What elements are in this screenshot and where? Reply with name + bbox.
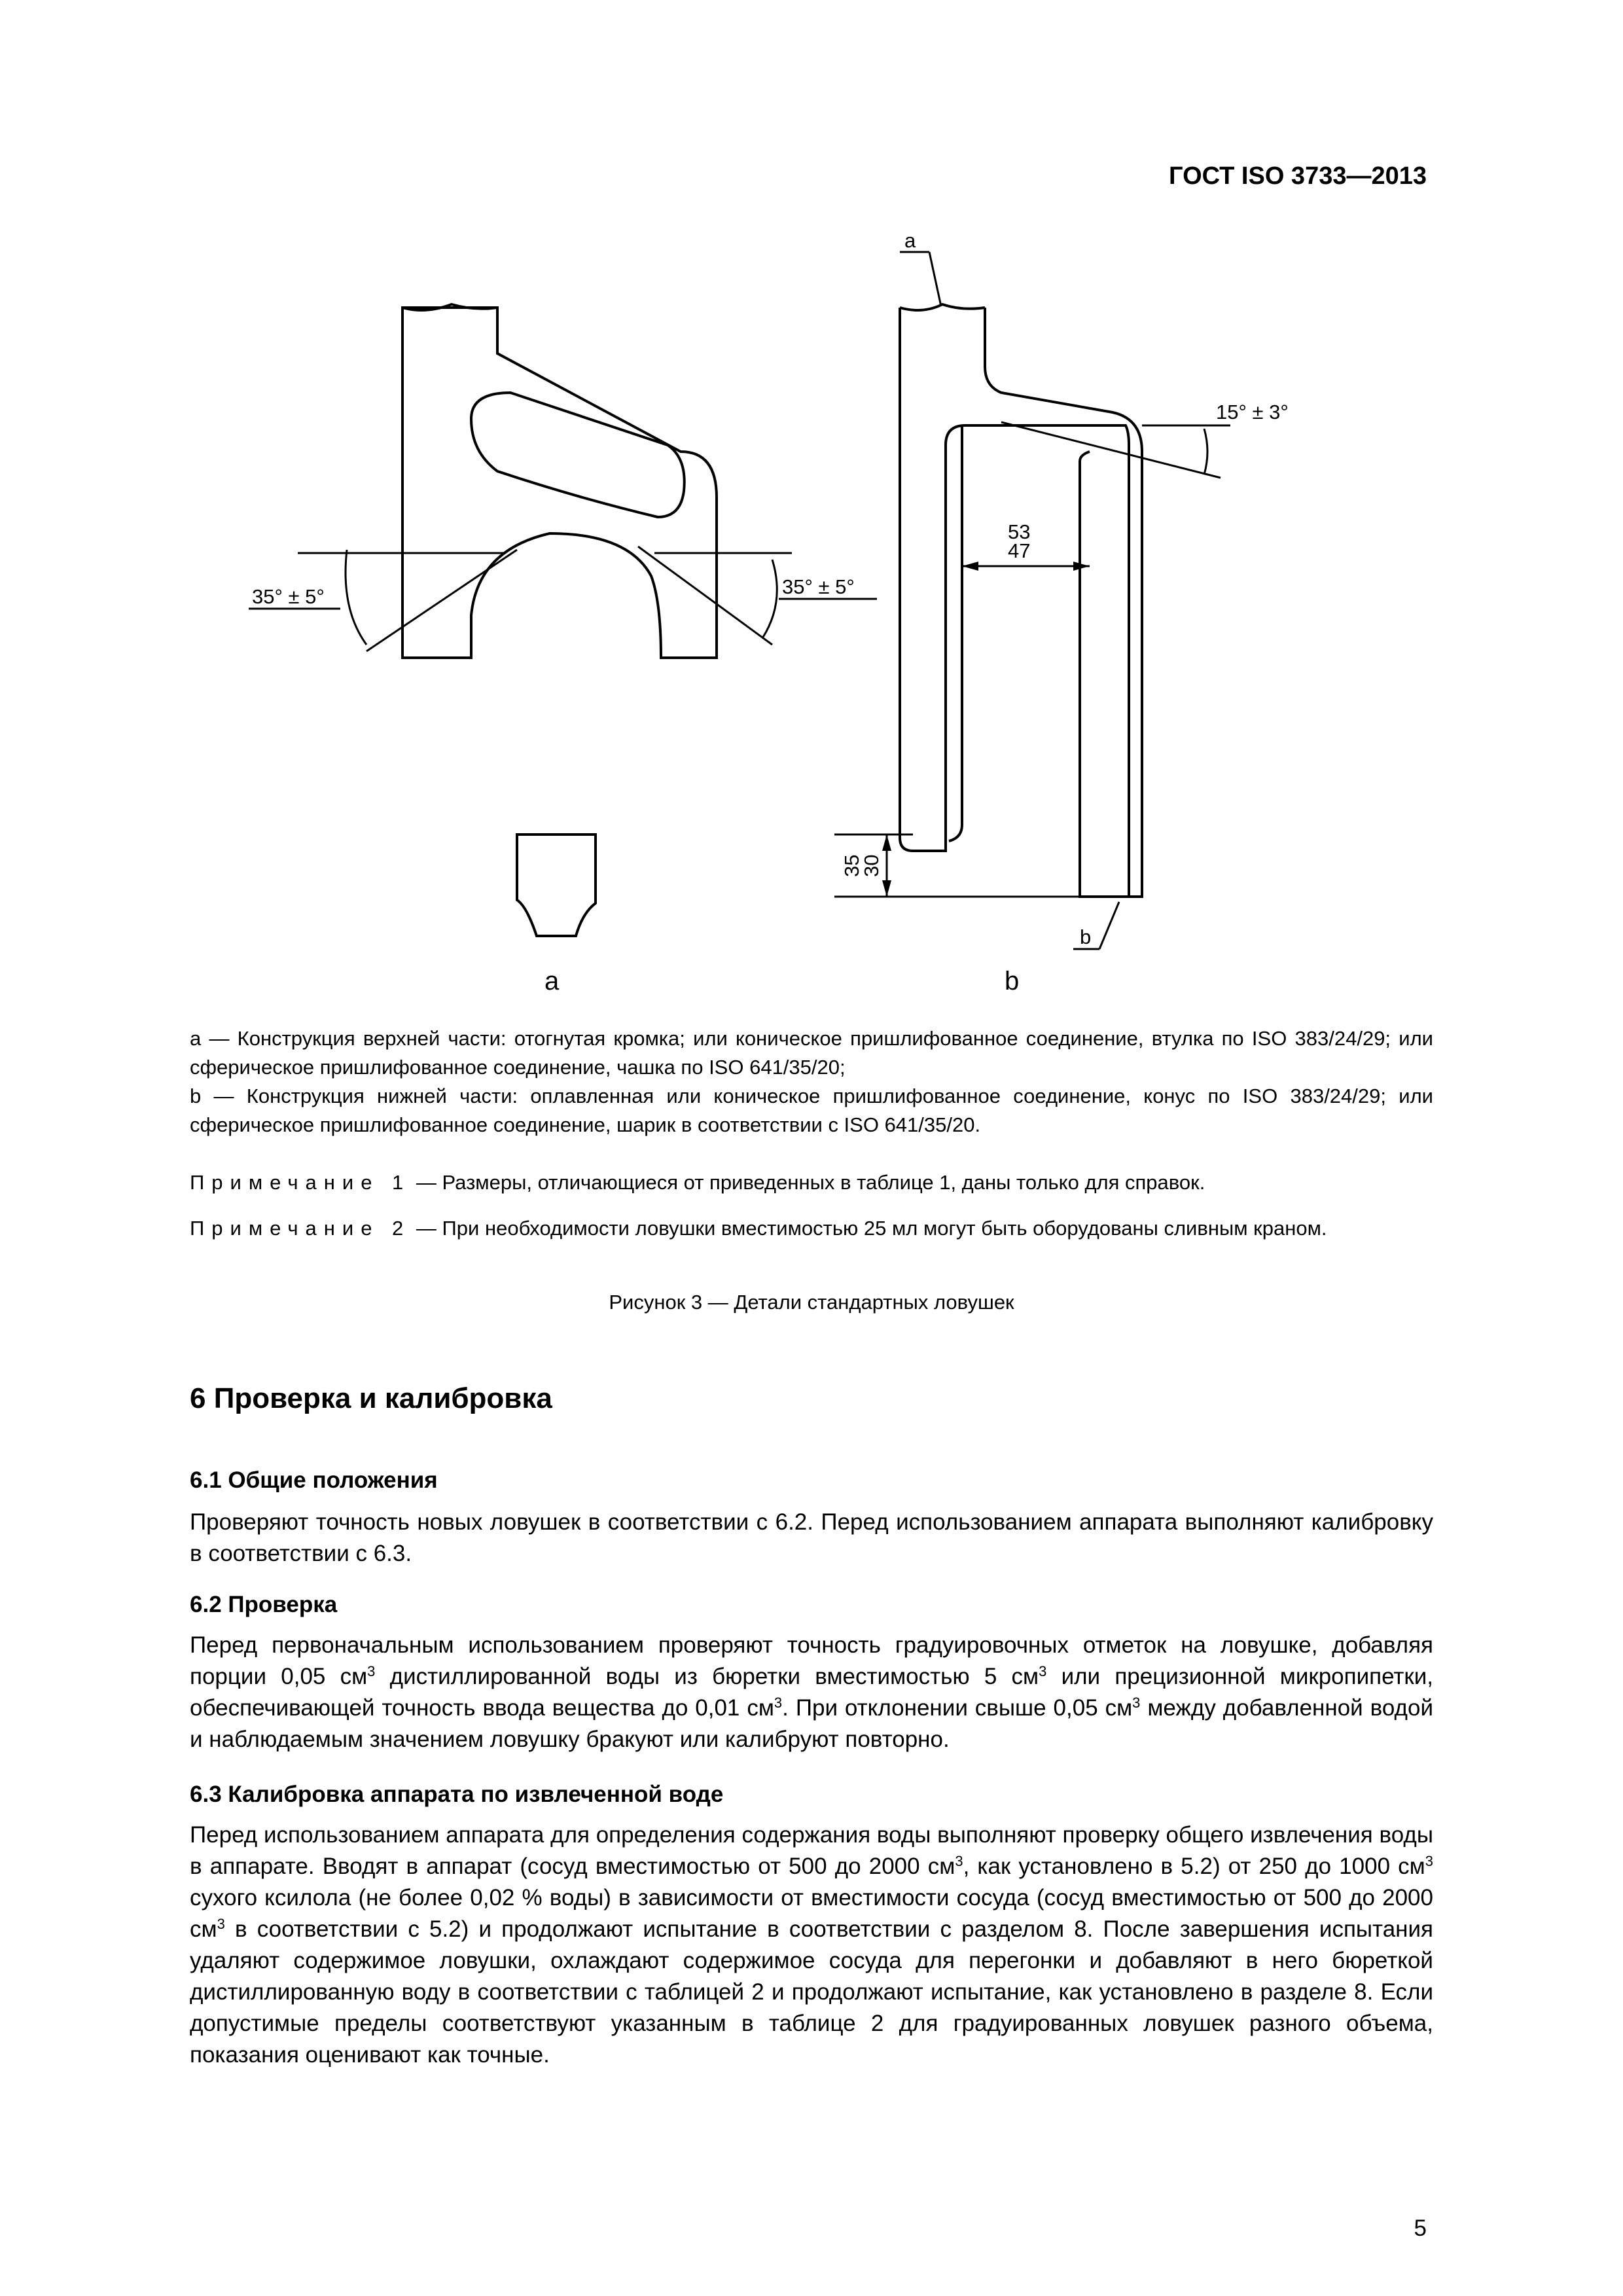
figure-3-drawing — [0, 0, 1623, 1008]
label-angle-right: 35° ± 5° — [782, 575, 855, 598]
note-1 — [190, 1168, 1433, 1197]
note-2 — [190, 1214, 1433, 1243]
figure-caption: Рисунок 3 — Детали стандартных ловушек — [609, 1291, 1014, 1314]
subsection-6-2-title: 6.2 Проверка — [190, 1592, 338, 1617]
note-1-text: — Размеры, отличающиеся от приведенных в таблице 1, даны только для справок. — [410, 1171, 1205, 1194]
sublabel-b: b — [1005, 967, 1020, 996]
subsection-6-1-text: Проверяют точность новых ловушек в соответствии с 6.2. Перед использованием аппарата выполняют калибровку в соответствии с 6.3. — [190, 1509, 1433, 1566]
note-1-label: Примечание 1 — [190, 1171, 411, 1194]
standard-number: ГОСТ ISO 3733—2013 — [1169, 162, 1427, 190]
trap-bottom-outline — [900, 308, 1142, 897]
label-dim-35: 35 — [840, 854, 863, 877]
subsection-6-1-title: 6.1 Общие положения — [190, 1467, 438, 1493]
figure-legend — [190, 1024, 1433, 1139]
trap-top-slot — [471, 393, 685, 517]
label-dim-53: 53 — [1008, 520, 1031, 543]
legend-item-b: b — Конструкция нижней части: оплавленная или коническое пришлифованное соединение, конус по ISO 383/24/29; или сферическое пришлифованное соединение, шарик в соответствии с ISO 641/35/20. — [190, 1085, 1433, 1136]
note-2-label: Примечание 2 — [190, 1217, 411, 1240]
label-angle-top: 15° ± 3° — [1216, 401, 1289, 423]
legend-item-a: a — Конструкция верхней части: отогнутая кромка; или коническое пришлифованное соединение, втулка по ISO 383/24/29; или сферическое пришлифованное соединение, чашка по ISO 641/35/20; — [190, 1027, 1433, 1079]
label-dim-30: 30 — [860, 854, 883, 877]
sublabel-a: a — [544, 967, 560, 996]
note-2-text: — При необходимости ловушки вместимостью 25 мл могут быть оборудованы сливным краном. — [410, 1217, 1327, 1240]
subsection-6-3-title: 6.3 Калибровка аппарата по извлеченной воде — [190, 1782, 724, 1807]
page-number: 5 — [1414, 2215, 1427, 2241]
label-a-leader: a — [904, 229, 916, 252]
label-dim-47: 47 — [1008, 539, 1031, 562]
label-b-leader: b — [1080, 925, 1092, 948]
label-angle-left: 35° ± 5° — [252, 585, 325, 608]
section-title: 6 Проверка и калибровка — [190, 1382, 552, 1414]
trap-top-outline — [402, 308, 717, 658]
subsection-6-3-text: Перед использованием аппарата для определения содержания воды выполняют проверку общего извлечения воды в аппарате. Вводят в аппарат (сосуд вместимостью от 500 до 2000 $см^3$, как установлено в 5.2) от 250 до 1000 $см^3$ сухого ксилола (не более 0,02 % воды) в зависимости от вместимости сосуда (сосуд вместимостью от 500 до 2000 $см^3$ в соответствии с 5.2) и продолжают испытание в соответствии с разделом 8. После завершения испытания удаляют содержимое ловушки, охлаждают содержимое сосуда для перегонки и добавляют в него бюреткой дистиллированную воду в соответствии с таблицей 2 и продолжают испытание, как установлено в разделе 8. Если допустимые пределы соответствуют указанным в таблице 2 для градуированных ловушек разного объема, показания оценивают как точные. — [190, 1822, 1433, 2068]
subsection-6-2-text: Перед первоначальным использованием проверяют точность градуировочных отметок на ловушке, добавляя порции 0,05 $см^3$ дистиллированной воды из бюретки вместимостью 5 $см^3$ или прецизионной микропипетки, обеспечивающей точность ввода вещества до 0,01 $см^3$. При отклонении свыше 0,05 $см^3$ между добавленной водой и наблюдаемым значением ловушку бракуют или калибруют повторно. — [190, 1632, 1433, 1752]
tip-detail — [517, 834, 596, 936]
